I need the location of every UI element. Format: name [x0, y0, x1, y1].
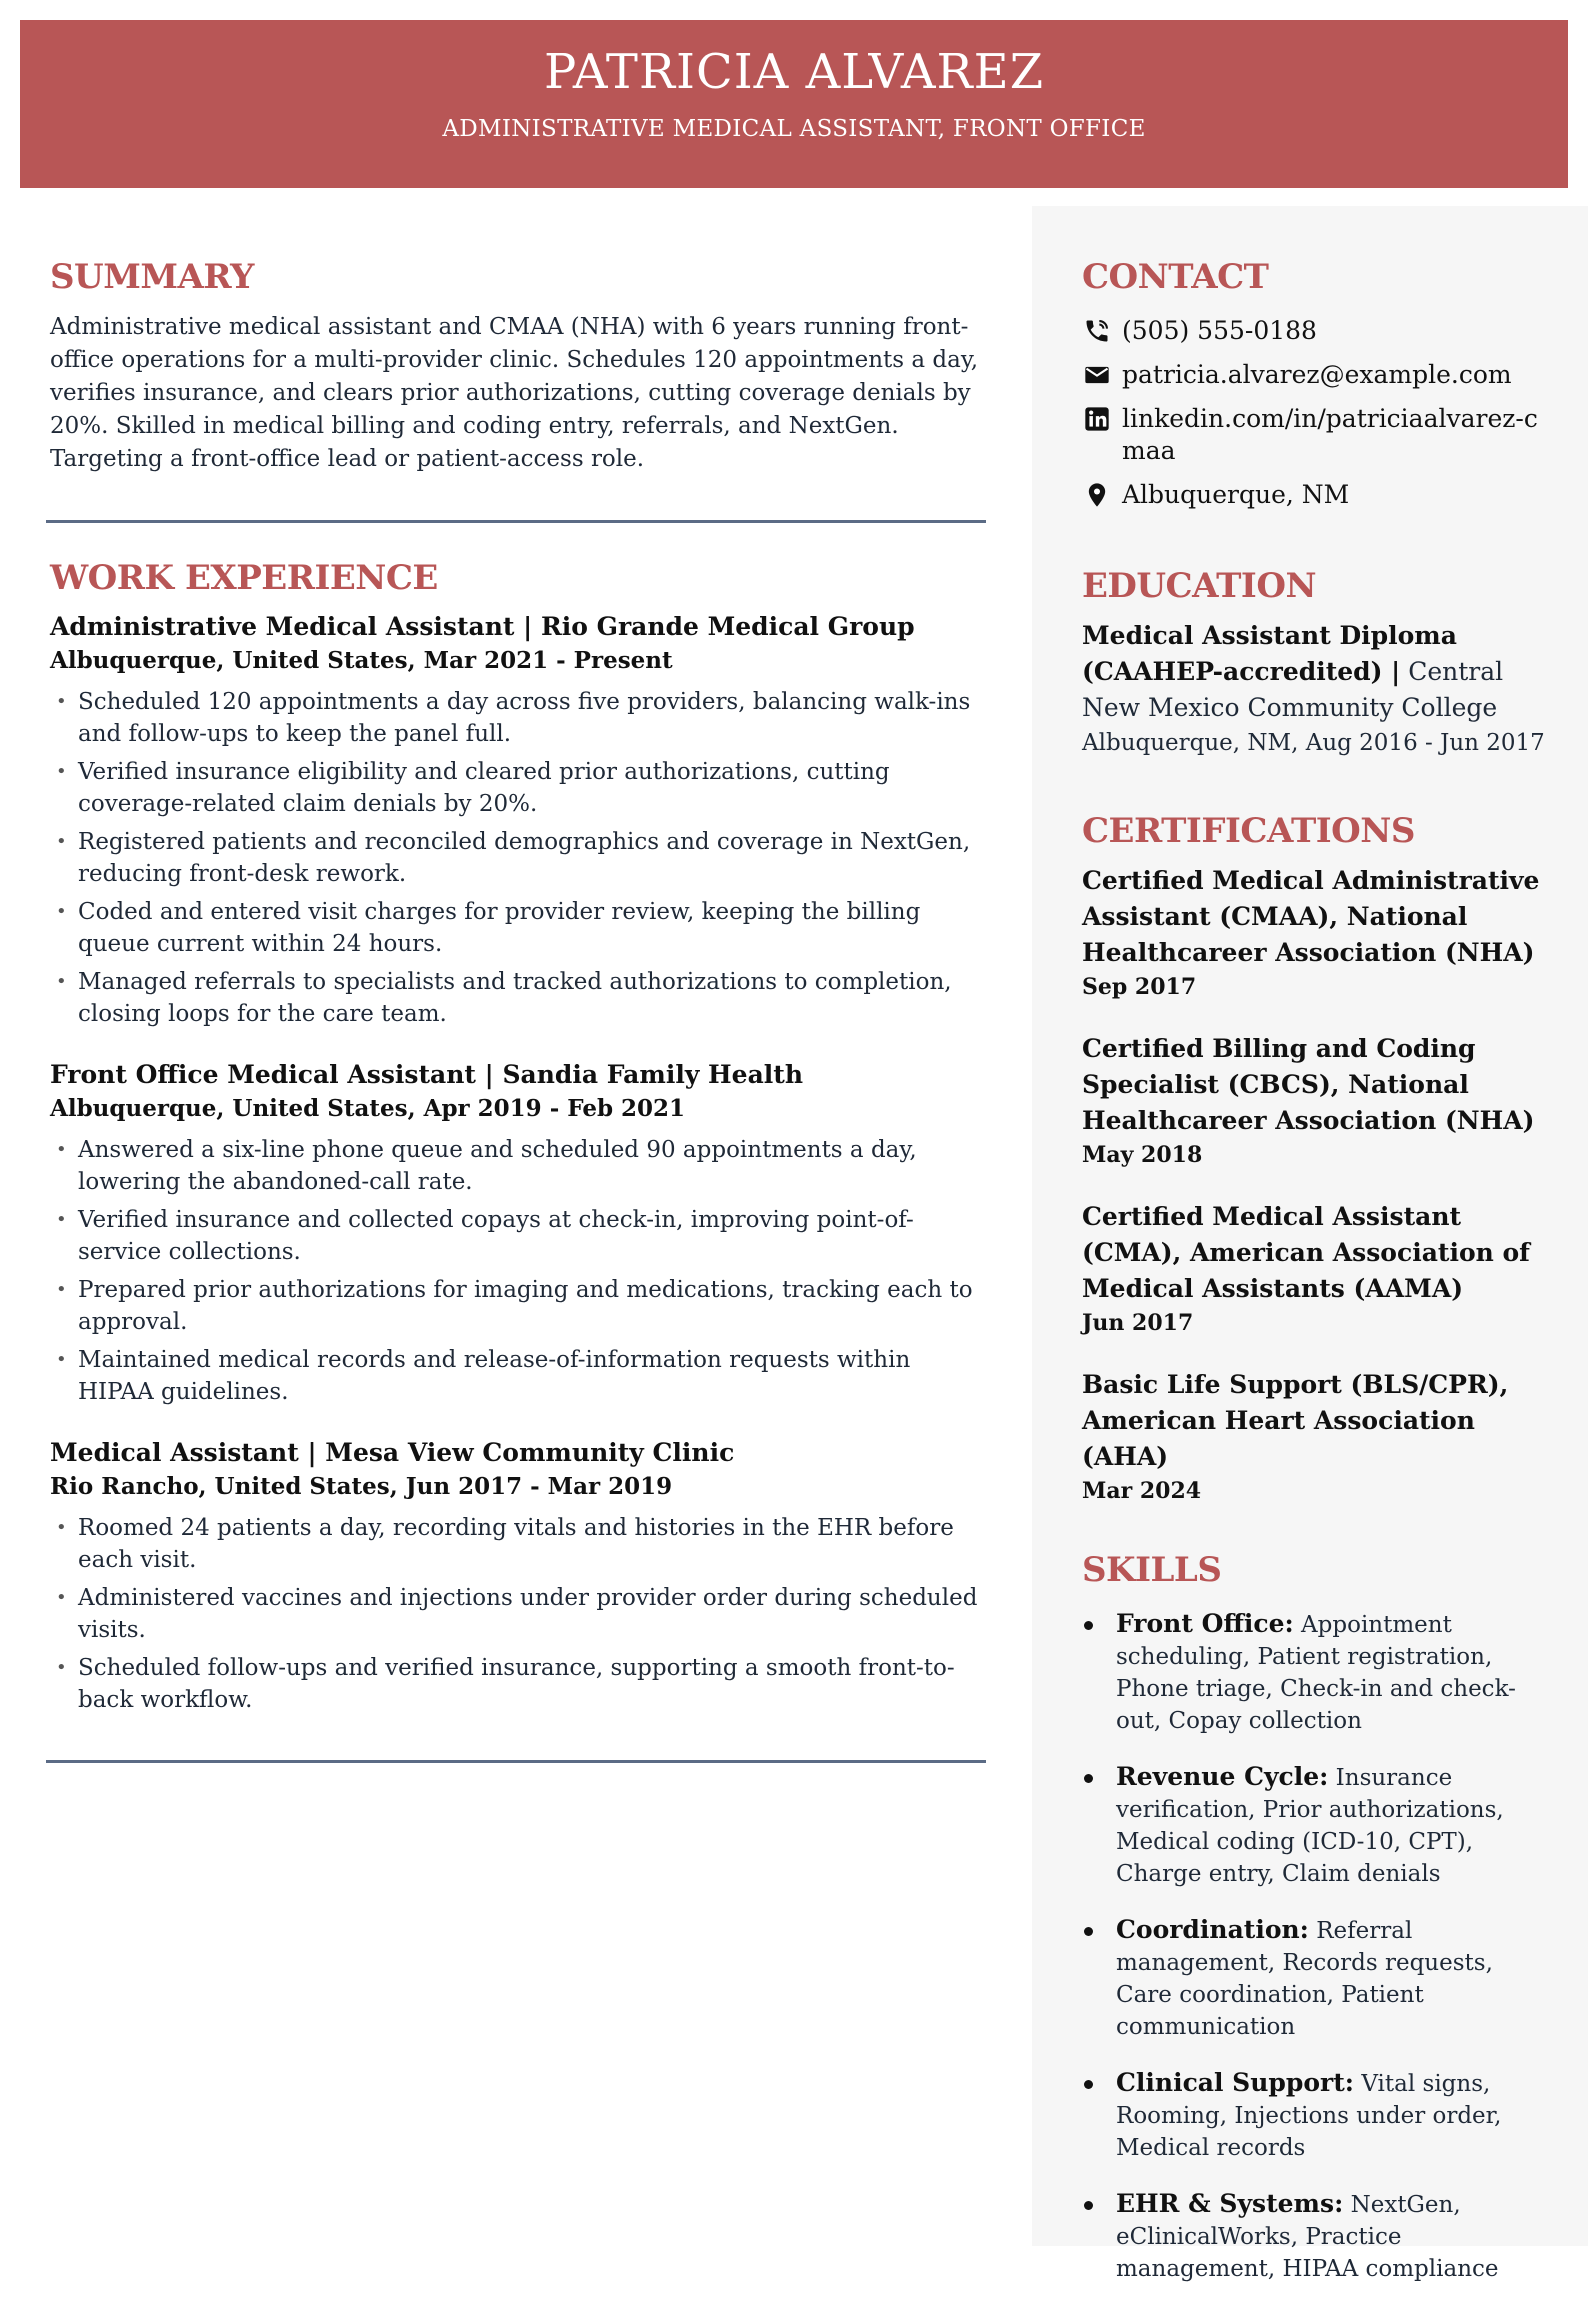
job-bullets — [50, 1512, 986, 1716]
contact-heading: CONTACT — [1082, 257, 1269, 297]
job-bullet: • Managed referrals to specialists and tracked authorizations to completion, closing loops for the care team. — [50, 966, 986, 1030]
skill-item — [1082, 1761, 1552, 1890]
education-degree — [1082, 618, 1552, 726]
bullet-dot-icon: • — [56, 1209, 67, 1231]
job-bullet: • Scheduled 120 appointments a day across five providers, balancing walk-ins and follow-ups to keep the panel full. — [50, 686, 986, 750]
certifications-heading: CERTIFICATIONS — [1082, 811, 1415, 852]
job-bullet: • Prepared prior authorizations for imaging and medications, tracking each to approval. — [50, 1274, 986, 1338]
experience-heading: WORK EXPERIENCE — [50, 558, 438, 599]
education-section — [1082, 567, 1552, 760]
job-bullet: • Maintained medical records and release-of-information requests within HIPAA guidelines. — [50, 1344, 986, 1408]
certification-date: Jun 2017 — [1082, 1310, 1194, 1337]
bullet-dot-icon: • — [56, 1657, 67, 1679]
certification-name: Certified Billing and Coding Specialist (CBCS), National Healthcareer Association (NHA) — [1082, 1034, 1535, 1136]
job-bullet: • Roomed 24 patients a day, recording vitals and histories in the EHR before each visit. — [50, 1512, 986, 1576]
skill-values: Insurance verification, Prior authorizations, Medical coding (ICD-10, CPT), Charge entry, Claim denials — [1116, 1765, 1504, 1888]
bullet-dot-icon: • — [56, 761, 67, 783]
certification-date: May 2018 — [1082, 1142, 1203, 1169]
certification-item — [1082, 863, 1552, 1003]
bullet-dot-icon — [1084, 2080, 1093, 2089]
bullet-dot-icon: • — [56, 971, 67, 993]
bullet-dot-icon: • — [56, 1139, 67, 1161]
certification-name: Certified Medical Assistant (CMA), American Association of Medical Assistants (AAMA) — [1082, 1202, 1530, 1304]
contact-email — [1082, 359, 1552, 391]
bullet-dot-icon — [1084, 1927, 1093, 1936]
summary-section — [50, 258, 986, 476]
section-divider — [46, 1760, 986, 1763]
bullet-dot-icon: • — [56, 831, 67, 853]
skill-category: Front Office: — [1116, 1609, 1294, 1639]
job-bullet: • Answered a six-line phone queue and scheduled 90 appointments a day, lowering the abandoned-call rate. — [50, 1134, 986, 1198]
job-meta: Albuquerque, United States, Mar 2021 - Present — [50, 647, 673, 675]
certification-item — [1082, 1367, 1552, 1507]
candidate-name: PATRICIA ALVAREZ — [543, 44, 1045, 100]
bullet-dot-icon: • — [56, 1279, 67, 1301]
linkedin-icon — [1082, 403, 1112, 435]
job-bullets — [50, 1134, 986, 1408]
contact-location — [1082, 479, 1552, 511]
skills-list — [1082, 1608, 1552, 2285]
skill-item — [1082, 1914, 1552, 2043]
skill-category: Revenue Cycle: — [1116, 1762, 1329, 1792]
experience-section — [50, 559, 986, 1716]
linkedin-line-2: maa — [1122, 436, 1176, 466]
job-bullet: • Administered vaccines and injections under provider order during scheduled visits. — [50, 1582, 986, 1646]
skill-category: EHR & Systems: — [1116, 2189, 1344, 2219]
job-entry — [50, 1058, 986, 1408]
linkedin-line-1: linkedin.com/in/patriciaalvarez-c — [1122, 404, 1538, 434]
contact-linkedin — [1082, 403, 1552, 467]
contact-section — [1082, 258, 1552, 511]
contact-phone — [1082, 315, 1552, 347]
job-bullet: • Scheduled follow-ups and verified insurance, supporting a smooth front-to-back workflow. — [50, 1652, 986, 1716]
school-name: Central New Mexico Community College — [1082, 657, 1504, 723]
bullet-dot-icon: • — [56, 1587, 67, 1609]
location-pin-icon — [1082, 479, 1112, 511]
candidate-title: ADMINISTRATIVE MEDICAL ASSISTANT, FRONT OFFICE — [442, 115, 1146, 142]
phone-text[interactable]: (505) 555-0188 — [1122, 316, 1317, 346]
main-column — [50, 258, 986, 1763]
skill-values: Appointment scheduling, Patient registration, Phone triage, Check-in and check-out, Copay collection — [1116, 1612, 1516, 1735]
job-entry — [50, 610, 986, 1030]
summary-text: Administrative medical assistant and CMAA (NHA) with 6 years running front-office operations for a multi-provider clinic. Schedules 120 appointments a day, verifies insurance, and clears prior authorizations, cutting coverage denials by 20%. Skilled in medical billing and coding entry, referrals, and NextGen. Targeting a front-office lead or patient-access role. — [50, 314, 979, 473]
degree-name: Medical Assistant Diploma (CAAHEP-accredited) | — [1082, 621, 1457, 687]
summary-heading: SUMMARY — [50, 257, 254, 297]
location-text: Albuquerque, NM — [1122, 480, 1350, 510]
resume-header — [20, 20, 1568, 188]
skill-category: Clinical Support: — [1116, 2068, 1355, 2098]
skill-item — [1082, 1608, 1552, 1737]
bullet-dot-icon: • — [56, 1349, 67, 1371]
job-bullet: • Registered patients and reconciled demographics and coverage in NextGen, reducing front-desk rework. — [50, 826, 986, 890]
skill-values: Vital signs, Rooming, Injections under order, Medical records — [1116, 2071, 1502, 2162]
certification-name: Basic Life Support (BLS/CPR), American Heart Association (AHA) — [1082, 1370, 1509, 1472]
mail-icon — [1082, 359, 1112, 391]
skill-category: Coordination: — [1116, 1915, 1309, 1945]
job-title: Administrative Medical Assistant | Rio Grande Medical Group — [50, 612, 915, 642]
skills-section — [1082, 1551, 1552, 2285]
sidebar-column — [1082, 258, 1552, 2309]
bullet-dot-icon: • — [56, 691, 67, 713]
phone-icon — [1082, 315, 1112, 347]
linkedin-text[interactable] — [1122, 403, 1538, 467]
job-bullet: • Verified insurance eligibility and cleared prior authorizations, cutting coverage-related claim denials by 20%. — [50, 756, 986, 820]
bullet-dot-icon — [1084, 1621, 1093, 1630]
job-title: Medical Assistant | Mesa View Community Clinic — [50, 1438, 735, 1468]
job-meta: Rio Rancho, United States, Jun 2017 - Mar 2019 — [50, 1473, 673, 1501]
certifications-section — [1082, 812, 1552, 1507]
section-divider — [46, 520, 986, 523]
job-bullet: • Coded and entered visit charges for provider review, keeping the billing queue current within 24 hours. — [50, 896, 986, 960]
certification-item — [1082, 1031, 1552, 1171]
job-entry — [50, 1436, 986, 1716]
bullet-dot-icon — [1084, 2201, 1093, 2210]
email-text[interactable]: patricia.alvarez@example.com — [1122, 360, 1512, 390]
skill-item — [1082, 2188, 1552, 2285]
skill-values: Referral management, Records requests, Care coordination, Patient communication — [1116, 1918, 1493, 2041]
skill-values: NextGen, eClinicalWorks, Practice management, HIPAA compliance — [1116, 2192, 1499, 2283]
certification-date: Sep 2017 — [1082, 974, 1197, 1001]
bullet-dot-icon: • — [56, 1517, 67, 1539]
education-meta: Albuquerque, NM, Aug 2016 - Jun 2017 — [1082, 730, 1545, 757]
certification-item — [1082, 1199, 1552, 1339]
job-bullets — [50, 686, 986, 1030]
job-title: Front Office Medical Assistant | Sandia Family Health — [50, 1060, 803, 1090]
skill-item — [1082, 2067, 1552, 2164]
certification-date: Mar 2024 — [1082, 1478, 1202, 1505]
skills-heading: SKILLS — [1082, 1550, 1222, 1591]
certification-name: Certified Medical Administrative Assistant (CMAA), National Healthcareer Association (NHA) — [1082, 866, 1540, 968]
bullet-dot-icon: • — [56, 901, 67, 923]
job-bullet: • Verified insurance and collected copays at check-in, improving point-of-service collections. — [50, 1204, 986, 1268]
bullet-dot-icon — [1084, 1774, 1093, 1783]
job-meta: Albuquerque, United States, Apr 2019 - Feb 2021 — [50, 1095, 686, 1123]
education-heading: EDUCATION — [1082, 566, 1317, 607]
